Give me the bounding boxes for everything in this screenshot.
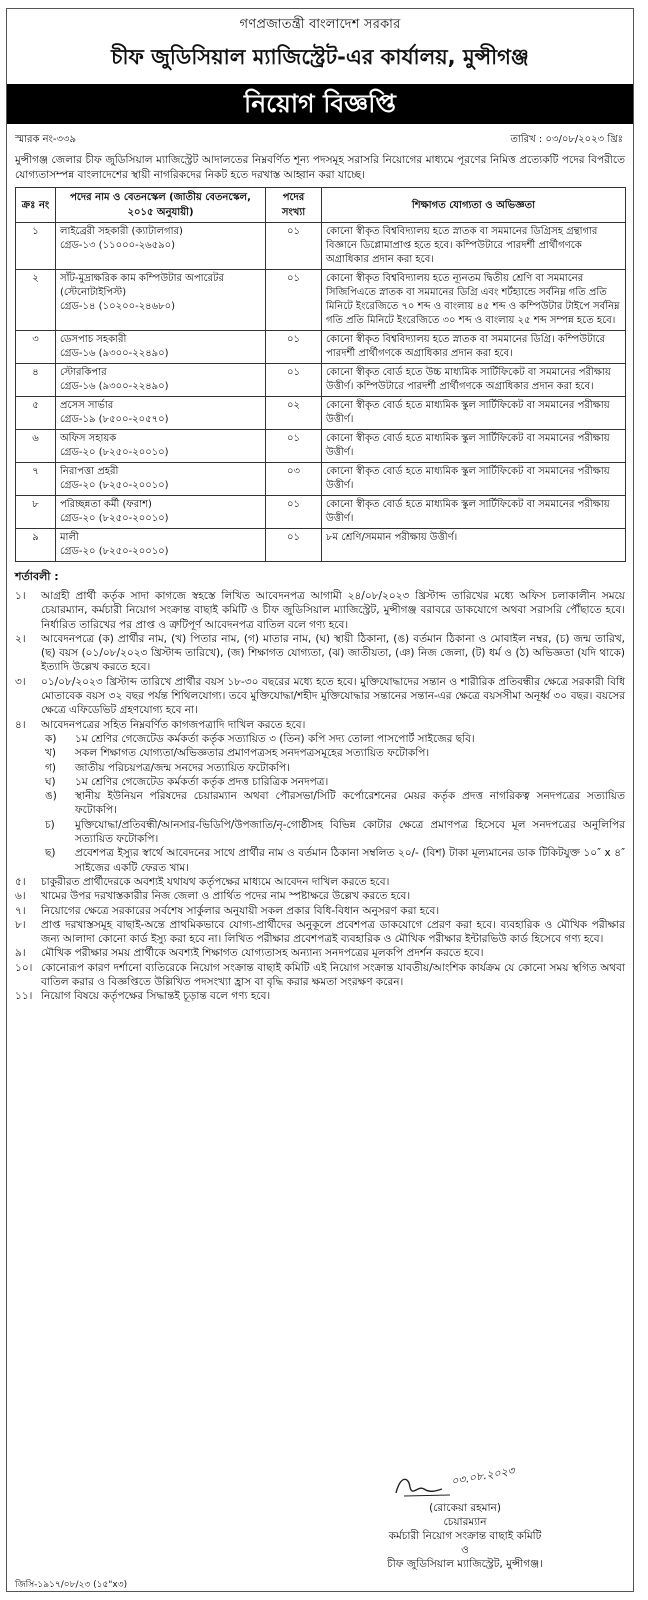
- signatory-title-chairman: চেয়ারম্যান: [443, 1516, 487, 1528]
- condition-text: প্রাপ্ত দরখাস্তসমূহ বাছাই-অন্তে প্রাথমিকভাবে যোগ্য-প্রার্থীদের অনুকূলে প্রবেশপত্র ডাকযোগে প্রেরণ করা হবে। ব্যবহারিক ও মৌখিক পরীক্ষার জন্য আলাদা কোনো কার্ড ইস্যু করা হবে না। লিখিত পরীক্ষার প্রবেশপত্রই ব্যবহারিক ও মৌখিক পরীক্ষার ইন্টারভিউ কার্ড হিসেবে গণ্য হবে।: [41, 918, 625, 946]
- row-serial: ৬: [16, 430, 56, 463]
- row-post-grade: গ্রেড-২০ (৮২৫০-২০০১০): [60, 546, 169, 557]
- row-qualification: কোনো স্বীকৃত বোর্ড হতে মাধ্যমিক স্কুল সার্টিফিকেট বা সমমানের পরীক্ষায় উত্তীর্ণ।: [322, 496, 626, 529]
- condition-text: খামের উপর দরখাস্তকারীর নিজ জেলা ও প্রার্থিত পদের নাম স্পষ্টাক্ষরে উল্লেখ করতে হবে।: [41, 890, 411, 903]
- row-post: [56, 364, 266, 397]
- condition-item: [15, 961, 625, 990]
- row-serial: ৯: [16, 529, 56, 562]
- condition-number: ২।: [15, 632, 26, 645]
- footer-code: জিসি-১৯১৭/০৮/২৩ (১৫"x৩): [15, 1580, 128, 1590]
- row-serial: ১: [16, 223, 56, 270]
- table-header-row: [16, 188, 626, 223]
- row-post: [56, 463, 266, 496]
- signature-icon: [390, 1463, 540, 1501]
- subitem-label: ঙ): [45, 790, 57, 803]
- subitem-text: সকল শিক্ষাগত যোগ্যতা/অভিজ্ঞতার প্রমাণপত্রসহ সনদপত্রসমূহের সত্যায়িত ফটোকপি।: [75, 747, 430, 760]
- signature-date: ০৩.০৮.২০২৩: [450, 1464, 516, 1488]
- condition-subitem: [41, 789, 625, 818]
- condition-item: [15, 675, 625, 718]
- row-post: [56, 529, 266, 562]
- row-count: ০১: [266, 430, 322, 463]
- condition-text: চাকুরীরত প্রার্থীদেরকে অবশ্যই যথাযথ কর্তৃপক্ষের মাধ্যমে আবেদন দাখিল করতে হবে।: [41, 875, 390, 888]
- conditions-list: [15, 589, 625, 1004]
- row-qualification: কোনো স্বীকৃত বোর্ড হতে মাধ্যমিক স্কুল সার্টিফিকেট বা সমমানের পরীক্ষায় উত্তীর্ণ।: [322, 463, 626, 496]
- government-heading: গণপ্রজাতন্ত্রী বাংলাদেশ সরকার: [239, 17, 401, 32]
- row-post-grade: গ্রেড-১৯ (৮৫০০-২০৫৭০): [60, 414, 169, 425]
- condition-subitem: [41, 746, 625, 760]
- row-count: ০১: [266, 364, 322, 397]
- condition-text: মৌখিক পরীক্ষার সময় প্রার্থীকে অবশ্যই শিক্ষাগত যোগ্যতাসহ অন্যান্য সনদপত্রের মূলকপি প্রদর্শন করতে হবে।: [41, 947, 484, 960]
- row-count: ০১: [266, 331, 322, 364]
- table-row: [16, 397, 626, 430]
- posts-table: [15, 187, 626, 562]
- condition-item: [15, 889, 625, 903]
- row-post: [56, 270, 266, 331]
- condition-text: কোনোরূপ কারণ দর্শানো ব্যতিরেকে নিয়োগ সংক্রান্ত বাছাই কমিটি এই নিয়োগ সংক্রান্ত যাবতীয়/আংশিক কার্যক্রম যে কোনো সময় স্থগিত অথবা বাতিল করার ও বিজ্ঞপ্তিতে উল্লিখিত পদসংখ্যা হ্রাস বা বৃদ্ধি করার ক্ষমতা সংরক্ষণ করেন।: [41, 961, 625, 989]
- row-post: [56, 397, 266, 430]
- subitem-text: ১ম শ্রেণির গেজেটেড কর্মকর্তা কর্তৃক প্রদত্ত চারিত্রিক সনদপত্র।: [75, 775, 329, 788]
- header-count: পদের সংখ্যা: [266, 188, 322, 223]
- row-post-name: মালী: [60, 532, 79, 543]
- table-row: [16, 496, 626, 529]
- row-post-name: ডেসপাচ সহকারী: [60, 334, 127, 345]
- table-row: [16, 430, 626, 463]
- row-post-grade: গ্রেড-১৩ (১১০০০-২৬৫৯০): [60, 240, 176, 251]
- condition-subitem: [41, 818, 625, 847]
- row-qualification: কোনো স্বীকৃত বোর্ড হতে মাধ্যমিক স্কুল সার্টিফিকেট বা সমমানের পরীক্ষায় উত্তীর্ণ।: [322, 397, 626, 430]
- condition-item: [15, 875, 625, 889]
- condition-text: ০১/০৮/২০২৩ খ্রিস্টাব্দ তারিখে প্রার্থীর বয়স ১৮-৩০ বছরের মধ্যে হতে হবে। মুক্তিযোদ্ধাদের সন্তান ও শারীরিক প্রতিবন্ধীর ক্ষেত্রে সরকারী বিধি মোতাবেক বয়স ৩২ বছর পর্যন্ত শিথিলযোগ্য। তবে মুক্তিযোদ্ধা/শহীদ মুক্তিযোদ্ধার সন্তানের সন্তান-এর ক্ষেত্রে বয়সসীমা অনূর্ধ্ব ৩০ বছর। বয়সের ক্ষেত্রে এফিডেভিট গ্রহণযোগ্য হবে না।: [41, 675, 625, 717]
- condition-number: ৪।: [15, 718, 26, 731]
- subitem-label: গ): [45, 761, 56, 774]
- condition-number: ৫।: [15, 875, 26, 888]
- row-serial: ৭: [16, 463, 56, 496]
- row-post: [56, 496, 266, 529]
- condition-text: আবেদনপত্রের সহিত নিম্নবর্ণিত কাগজপত্রাদি দাখিল করতে হবে।: [41, 718, 306, 731]
- notice-page: [6, 8, 634, 1592]
- signature-block: [345, 1463, 585, 1571]
- subitem-label: ঘ): [45, 775, 56, 788]
- condition-number: ৩।: [15, 675, 26, 688]
- row-count: ০১: [266, 496, 322, 529]
- office-heading: চীফ জুডিসিয়াল ম্যাজিস্ট্রেট-এর কার্যালয়, মুন্সীগঞ্জ: [111, 45, 529, 69]
- row-qualification: কোনো স্বীকৃত বোর্ড হতে মাধ্যমিক স্কুল সার্টিফিকেট বা সমমানের পরীক্ষায় উত্তীর্ণ।: [322, 430, 626, 463]
- condition-item: [15, 989, 625, 1003]
- subitem-text: ১ম শ্রেণির গেজেটেড কর্মকর্তা কর্তৃক সত্যায়িত ৩ (তিন) কপি সদ্য তোলা পাসপোর্ট সাইজের ছবি।: [75, 732, 475, 745]
- condition-number: ১।: [15, 590, 26, 602]
- row-count: ০৩: [266, 463, 322, 496]
- row-post-grade: গ্রেড-২০ (৮২৫০-২০০১০): [60, 480, 169, 491]
- subitem-text: প্রবেশপত্র ইস্যুর স্বার্থে আবেদনের সাথে প্রার্থীর নাম ও বর্তমান ঠিকানা সম্বলিত ২০/- (বিশ) টাকা মূল্যমানের ডাক টিকিটযুক্ত ১০″ x ৪″ সাইজের একটি ফেরত খাম।: [75, 847, 625, 874]
- table-row: [16, 529, 626, 562]
- condition-item: [15, 904, 625, 918]
- table-row: [16, 463, 626, 496]
- subitem-text: জাতীয় পরিচয়পত্র/জন্ম সনদের সত্যায়িত ফটোকপি।: [75, 761, 290, 774]
- condition-subitem: [41, 775, 625, 789]
- row-post-name: লাইব্রেরী সহকারী (ক্যাটালগার): [60, 226, 183, 237]
- row-post: [56, 223, 266, 270]
- row-serial: ৪: [16, 364, 56, 397]
- condition-number: ১১।: [15, 990, 33, 1003]
- condition-item: [15, 946, 625, 960]
- subitem-text: স্থানীয় ইউনিয়ন পরিষদের চেয়ারম্যান অথবা পৌরসভা/সিটি কর্পোরেশনের মেয়র কর্তৃক প্রদত্ত নাগরিকত্ব সনদপত্রের সত্যায়িত ফটোকপি।: [75, 790, 625, 817]
- condition-number: ৬।: [15, 890, 26, 903]
- header-qualification: শিক্ষাগত যোগ্যতা ও অভিজ্ঞতা: [322, 188, 626, 223]
- row-post-name: প্রসেস সার্ভার: [60, 400, 114, 411]
- signatory-title-committee: কর্মচারী নিয়োগ সংক্রান্ত বাছাই কমিটি: [388, 1530, 542, 1542]
- row-post-grade: গ্রেড-২০ (৮২৫০-২০০১০): [60, 447, 169, 458]
- subitem-label: চ): [45, 818, 55, 831]
- condition-text: আবেদনপত্রে (ক) প্রার্থীর নাম, (খ) পিতার নাম, (গ) মাতার নাম, (ঘ) স্থায়ী ঠিকানা, (ঙ) বর্তমান ঠিকানা ও মোবাইল নম্বর, (চ) জন্ম তারিখ, (ছ) বয়স (০১/০৮/২০২৩ খ্রিস্টাব্দ তারিখে), (জ) শিক্ষাগত যোগ্যতা, (ঝ) জাতীয়তা, (ঞ) নিজ জেলা, (ট) ধর্ম ও (ঠ) অভিজ্ঞতা (যদি থাকে) ইত্যাদি উল্লেখ করতে হবে।: [41, 632, 625, 674]
- memo-number: স্মারক নং-৩৩৯: [15, 134, 77, 145]
- table-row: [16, 364, 626, 397]
- intro-paragraph: মুন্সীগঞ্জ জেলার চীফ জুডিসিয়াল ম্যাজিস্ট্রেট আদালতের নিম্নবর্ণিত শূন্য পদসমূহ সরাসরি নিয়োগের মাধ্যমে পূরণের নিমিত্ত প্রত্যেকটি পদের বিপরীতে যোগ্যতাসম্পন্ন বাংলাদেশের স্থায়ী নাগরিকদের নিকট হতে দরখাস্ত আহ্বান করা যাচ্ছে।: [15, 154, 625, 181]
- reference-line: [15, 132, 623, 149]
- signatory-name: (রোকেয়া রহমান): [429, 1502, 501, 1514]
- row-count: ০১: [266, 529, 322, 562]
- header-post: পদের নাম ও বেতনস্কেল (জাতীয় বেতনস্কেল, ২০১৫ অনুযায়ী): [56, 188, 266, 223]
- row-post-grade: গ্রেড-১৬ (৯৩০০-২২৪৯০): [60, 348, 169, 359]
- row-count: ০২: [266, 397, 322, 430]
- subitem-label: খ): [45, 747, 56, 760]
- condition-number: ৮।: [15, 918, 26, 931]
- conditions-title: শর্তাবলী :: [15, 570, 59, 583]
- table-row: [16, 331, 626, 364]
- condition-item: [15, 632, 625, 675]
- condition-number: ৯।: [15, 947, 26, 960]
- table-row: [16, 270, 626, 331]
- row-serial: ৮: [16, 496, 56, 529]
- row-serial: ৫: [16, 397, 56, 430]
- row-qualification: ৮ম শ্রেণি/সমমান পরীক্ষায় উত্তীর্ণ।: [322, 529, 626, 562]
- row-qualification: কোনো স্বীকৃত বিশ্ববিদ্যালয় হতে স্নাতক বা সমমানের ডিগ্রিসহ গ্রন্থাগার বিজ্ঞানে ডিপ্লোমাপ্রাপ্ত হতে হবে। কম্পিউটারে পারদর্শী প্রার্থীগণকে অগ্রাধিকার প্রদান করা হবে।: [322, 223, 626, 270]
- notice-date: তারিখ : ০৩/০৮/২০২৩ খ্রিঃ: [510, 134, 623, 145]
- row-qualification: কোনো স্বীকৃত বিশ্ববিদ্যালয় হতে স্নাতক বা সমমানের ডিগ্রি। কম্পিউটারে পারদর্শী প্রার্থীগণকে অগ্রাধিকার প্রদান করা হবে।: [322, 331, 626, 364]
- row-post-grade: গ্রেড-২০ (৮২৫০-২০০১০): [60, 513, 169, 524]
- row-post-name: পরিচ্ছন্নতা কর্মী (ফরাশ): [60, 499, 152, 510]
- subitem-label: ছ): [45, 847, 56, 860]
- row-post-grade: গ্রেড-১৬ (৯৩০০-২২৪৯০): [60, 381, 169, 392]
- condition-number: ১০।: [15, 961, 33, 974]
- condition-item: [15, 718, 625, 732]
- row-serial: ৩: [16, 331, 56, 364]
- row-post-name: নিরাপত্তা প্রহরী: [60, 466, 119, 477]
- condition-text: নিয়োগ বিষয়ে কর্তৃপক্ষের সিদ্ধান্তই চূড়ান্ত বলে গণ্য হবে।: [41, 990, 271, 1003]
- table-row: [16, 223, 626, 270]
- subitem-text: মুক্তিযোদ্ধা/প্রতিবন্ধী/আনসার-ভিডিপি/উপজাতি/নৃ-গোষ্ঠীসহ বিভিন্ন কোটার ক্ষেত্রে প্রমাণপত্র হিসেবে মূল সনদপত্রের অনুলিপির সত্যায়িত ফটোকপি।: [75, 818, 625, 846]
- condition-subitem: [41, 846, 625, 875]
- signatory-title-magistrate: চীফ জুডিসিয়াল ম্যাজিস্ট্রেট, মুন্সীগঞ্জ।: [387, 1558, 543, 1570]
- row-post: [56, 430, 266, 463]
- row-qualification: কোনো স্বীকৃত বিশ্ববিদ্যালয় হতে ন্যূনতম দ্বিতীয় শ্রেণি বা সমমানের সিজিপিএতে স্নাতক বা সমমানের ডিগ্রি এবং শর্টহ্যান্ডে সর্বনিম্ন গতি প্রতি মিনিটে ইংরেজিতে ৭০ শব্দ ও বাংলায় ৪৫ শব্দ ও কম্পিউটার টাইপে সর্বনিম্ন গতি প্রতি মিনিটে ইংরেজিতে ৩০ শব্দ ও বাংলায় ২৫ শব্দ সম্পন্ন হতে হবে।: [322, 270, 626, 331]
- condition-item: [15, 589, 625, 632]
- signatory-and: ও: [461, 1544, 469, 1556]
- notice-banner: নিয়োগ বিজ্ঞপ্তি: [7, 84, 633, 124]
- row-post-grade: গ্রেড-১৪ (১০২০০-২৪৬৮০): [60, 301, 176, 312]
- row-count: ০১: [266, 223, 322, 270]
- condition-number: ৭।: [15, 904, 26, 917]
- header-serial: ক্রঃ নং: [16, 188, 56, 223]
- condition-text: আগ্রহী প্রার্থী কর্তৃক সাদা কাগজে স্বহস্তে লিখিত আবেদনপত্র আগামী ২৪/০৮/২০২৩ খ্রিস্টাব্দ তারিখের মধ্যে অফিস চলাকালীন সময়ে চেয়ারম্যান, কর্মচারী নিয়োগ সংক্রান্ত বাছাই কমিটি ও চীফ জুডিসিয়াল ম্যাজিস্ট্রেট, মুন্সীগঞ্জ বরাবরে ডাকযোগে অথবা সরাসরি পৌঁছাতে হবে। নির্ধারিত তারিখের পর প্রাপ্ত ও ত্রুটিপূর্ণ আবেদনপত্র বাতিল বলে গণ্য হবে।: [41, 590, 625, 631]
- condition-subitem: [41, 761, 625, 775]
- row-qualification: কোনো স্বীকৃত বোর্ড হতে উচ্চ মাধ্যমিক সার্টিফিকেট বা সমমানের পরীক্ষায় উত্তীর্ণ। কম্পিউটারে পারদর্শী প্রার্থীগণকে অগ্রাধিকার প্রদান করা হবে।: [322, 364, 626, 397]
- condition-text: নিয়োগের ক্ষেত্রে সরকারের সর্বশেষ সার্কুলার অনুযায়ী সকল প্রকার বিধি-বিধান অনুসরণ করা হবে।: [41, 904, 440, 917]
- row-post: [56, 331, 266, 364]
- condition-item: [15, 918, 625, 947]
- subitem-label: ক): [45, 732, 57, 745]
- condition-subitem: [41, 732, 625, 746]
- row-post-name: অফিস সহায়ক: [60, 433, 117, 444]
- row-count: ০১: [266, 270, 322, 331]
- row-serial: ২: [16, 270, 56, 331]
- row-post-name: সাঁট-মুদ্রাক্ষরিক কাম কম্পিউটার অপারেটর (স্টেনোটাইপিস্ট): [60, 273, 225, 298]
- row-post-name: স্টোরকিপার: [60, 367, 107, 378]
